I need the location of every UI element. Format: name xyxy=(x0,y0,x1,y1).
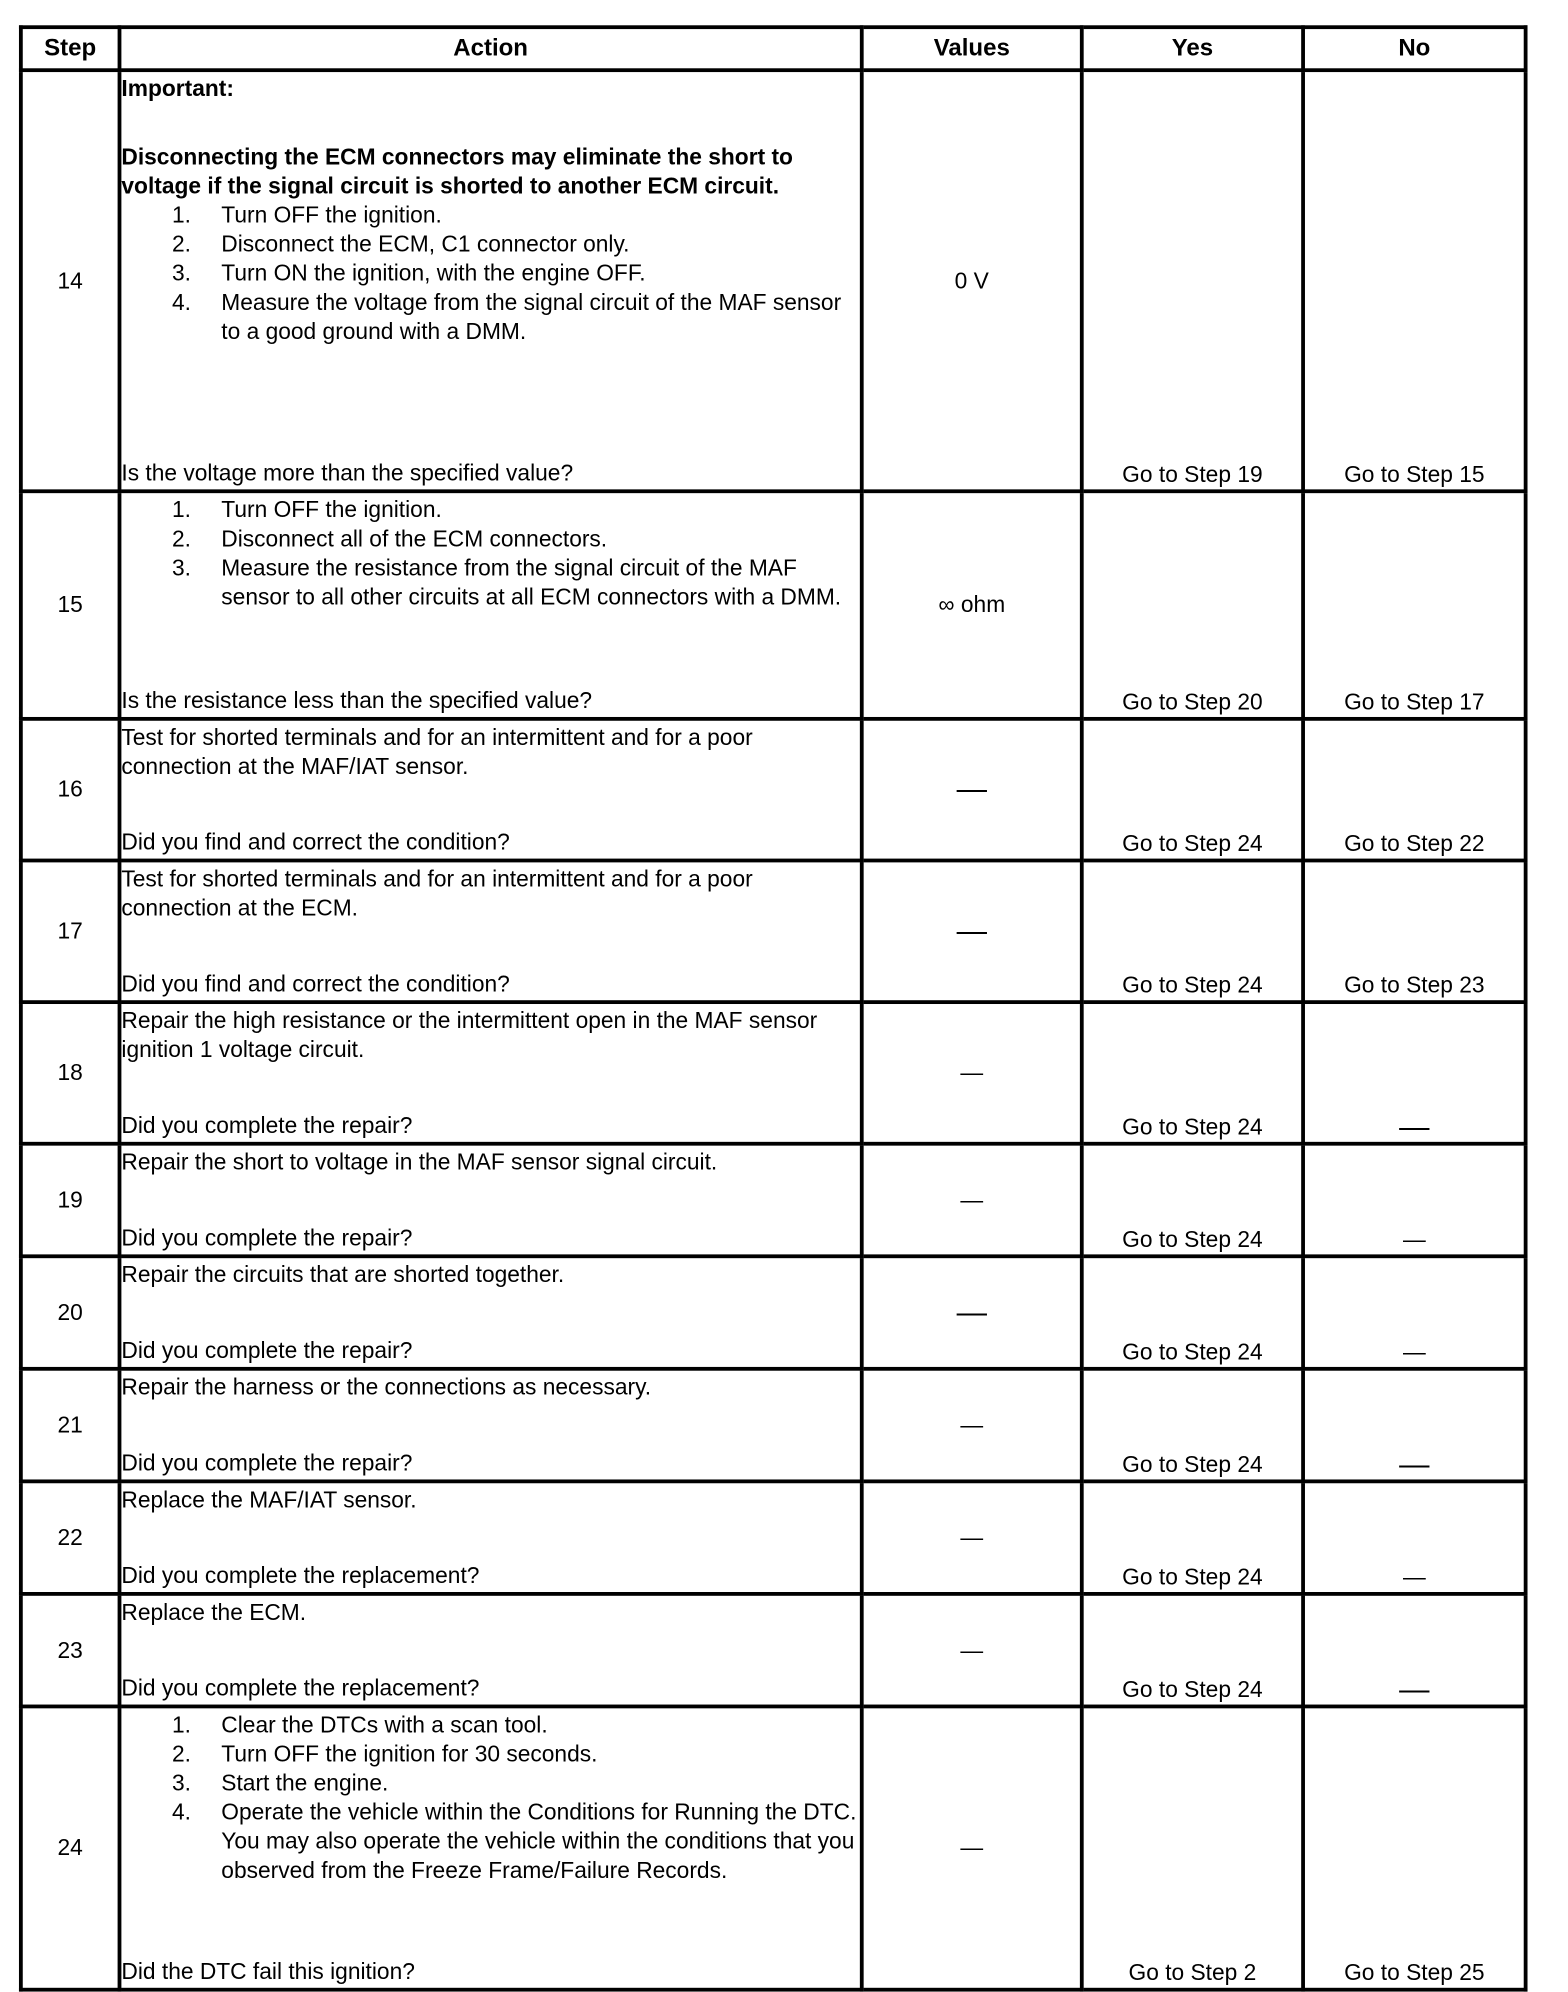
question-text: Did you complete the replacement? xyxy=(121,1562,480,1589)
no-cell: Go to Step 25 xyxy=(1303,1706,1526,1989)
yes-cell: Go to Step 24 xyxy=(1082,1594,1303,1707)
table-row xyxy=(21,491,1526,719)
action-text: Repair the circuits that are shorted together. xyxy=(121,1261,565,1288)
value-cell: — xyxy=(862,1256,1082,1369)
table-row xyxy=(21,1002,1526,1144)
important-note: Disconnecting the ECM connectors may eliminate the short to voltage if the signal circuit is shorted to another ECM circuit. xyxy=(121,144,793,199)
action-cell xyxy=(119,1002,861,1144)
action-text: Test for shorted terminals and for an intermittent and for a poor connection at the ECM. xyxy=(121,866,753,921)
yes-cell: Go to Step 20 xyxy=(1082,491,1303,719)
yes-cell: Go to Step 19 xyxy=(1082,70,1303,491)
list-item: 3. Measure the resistance from the signal circuit of the MAF sensor to all other circuits at all ECM connectors with a DMM. xyxy=(171,555,842,610)
question-text: Did you complete the repair? xyxy=(121,1337,413,1364)
no-cell: Go to Step 23 xyxy=(1303,860,1526,1002)
yes-cell: Go to Step 24 xyxy=(1082,1144,1303,1257)
yes-cell: Go to Step 2 xyxy=(1082,1706,1303,1989)
step-number: 15 xyxy=(21,491,120,719)
list-item: 2. Turn OFF the ignition for 30 seconds. xyxy=(171,1741,598,1767)
value-cell: 0 V xyxy=(862,70,1082,491)
step-number: 23 xyxy=(21,1594,120,1707)
list-item: 2. Disconnect the ECM, C1 connector only. xyxy=(171,231,630,257)
step-number: 20 xyxy=(21,1256,120,1369)
no-cell: Go to Step 17 xyxy=(1303,491,1526,719)
list-item: 1. Turn OFF the ignition. xyxy=(171,496,442,523)
question-text: Did you find and correct the condition? xyxy=(121,829,510,855)
action-text: Replace the ECM. xyxy=(121,1599,307,1625)
question-text: Did you complete the repair? xyxy=(121,1450,413,1476)
action-cell xyxy=(119,719,861,861)
action-cell xyxy=(119,1481,861,1594)
question-text: Did you find and correct the condition? xyxy=(121,971,510,997)
action-text: Repair the harness or the connections as necessary. xyxy=(121,1374,652,1400)
question-text: Is the resistance less than the specified value? xyxy=(121,687,593,714)
table-row xyxy=(21,1144,1526,1257)
value-cell: — xyxy=(862,719,1082,861)
header-values: Values xyxy=(862,27,1082,70)
action-cell xyxy=(119,1256,861,1369)
yes-cell: Go to Step 24 xyxy=(1082,719,1303,861)
step-number: 18 xyxy=(21,1002,120,1144)
value-cell: — xyxy=(862,1594,1082,1707)
procedure-list xyxy=(121,201,859,346)
value-cell: — xyxy=(862,1706,1082,1989)
action-cell xyxy=(119,860,861,1002)
yes-cell: Go to Step 24 xyxy=(1082,860,1303,1002)
action-text: Test for shorted terminals and for an intermittent and for a poor connection at the MAF/IAT sensor. xyxy=(121,724,753,779)
header-no: No xyxy=(1303,27,1526,70)
action-cell xyxy=(119,1144,861,1257)
yes-cell: Go to Step 24 xyxy=(1082,1002,1303,1144)
procedure-list xyxy=(121,496,859,612)
value-cell: — xyxy=(862,1481,1082,1594)
important-label: Important: xyxy=(121,75,234,102)
header-step: Step xyxy=(21,27,120,70)
step-number: 14 xyxy=(21,70,120,491)
step-number: 24 xyxy=(21,1706,120,1989)
table-row xyxy=(21,860,1526,1002)
table-row xyxy=(21,719,1526,861)
value-cell: — xyxy=(862,1002,1082,1144)
value-cell: — xyxy=(862,860,1082,1002)
table-row xyxy=(21,1481,1526,1594)
question-text: Did you complete the repair? xyxy=(121,1112,413,1139)
question-text: Did you complete the replacement? xyxy=(121,1675,480,1701)
value-cell: ∞ ohm xyxy=(862,491,1082,719)
header-yes: Yes xyxy=(1082,27,1303,70)
step-number: 16 xyxy=(21,719,120,861)
table-row xyxy=(21,1706,1526,1989)
step-number: 22 xyxy=(21,1481,120,1594)
question-text: Did the DTC fail this ignition? xyxy=(121,1958,415,1985)
list-item: 3. Start the engine. xyxy=(171,1770,389,1796)
table-row xyxy=(21,1369,1526,1482)
list-item: 4. Operate the vehicle within the Conditions for Running the DTC. You may also operate the vehicle within the conditions that you observed from the Freeze Frame/Failure Records. xyxy=(171,1799,857,1883)
step-number: 21 xyxy=(21,1369,120,1482)
header-action: Action xyxy=(119,27,861,70)
action-cell xyxy=(119,1594,861,1707)
list-item: 3. Turn ON the ignition, with the engine OFF. xyxy=(171,260,646,286)
value-cell: — xyxy=(862,1144,1082,1257)
action-cell xyxy=(119,1369,861,1482)
table-row xyxy=(21,70,1526,491)
value-cell: — xyxy=(862,1369,1082,1482)
no-cell: Go to Step 15 xyxy=(1303,70,1526,491)
no-cell: — xyxy=(1303,1002,1526,1144)
list-item: 4. Measure the voltage from the signal circuit of the MAF sensor to a good ground with a DMM. xyxy=(171,289,842,344)
yes-cell: Go to Step 24 xyxy=(1082,1256,1303,1369)
diagnostic-table xyxy=(19,25,1528,1991)
list-item: 1. Turn OFF the ignition. xyxy=(171,202,442,228)
action-text: Repair the high resistance or the intermittent open in the MAF sensor ignition 1 voltage circuit. xyxy=(121,1007,818,1063)
action-text: Replace the MAF/IAT sensor. xyxy=(121,1487,417,1513)
no-cell: — xyxy=(1303,1369,1526,1482)
action-cell xyxy=(119,70,861,491)
list-item: 2. Disconnect all of the ECM connectors. xyxy=(171,526,608,552)
no-cell: — xyxy=(1303,1481,1526,1594)
procedure-list xyxy=(121,1711,859,1886)
header-row xyxy=(21,27,1526,70)
yes-cell: Go to Step 24 xyxy=(1082,1369,1303,1482)
step-number: 19 xyxy=(21,1144,120,1257)
question-text: Did you complete the repair? xyxy=(121,1225,413,1251)
table-row xyxy=(21,1594,1526,1707)
question-text: Is the voltage more than the specified value? xyxy=(121,460,574,486)
no-cell: Go to Step 22 xyxy=(1303,719,1526,861)
action-cell xyxy=(119,491,861,719)
list-item: 1. Clear the DTCs with a scan tool. xyxy=(171,1712,548,1738)
no-cell: — xyxy=(1303,1256,1526,1369)
no-cell: — xyxy=(1303,1144,1526,1257)
no-cell: — xyxy=(1303,1594,1526,1707)
yes-cell: Go to Step 24 xyxy=(1082,1481,1303,1594)
table-row xyxy=(21,1256,1526,1369)
step-number: 17 xyxy=(21,860,120,1002)
action-text: Repair the short to voltage in the MAF sensor signal circuit. xyxy=(121,1149,718,1175)
action-cell xyxy=(119,1706,861,1989)
